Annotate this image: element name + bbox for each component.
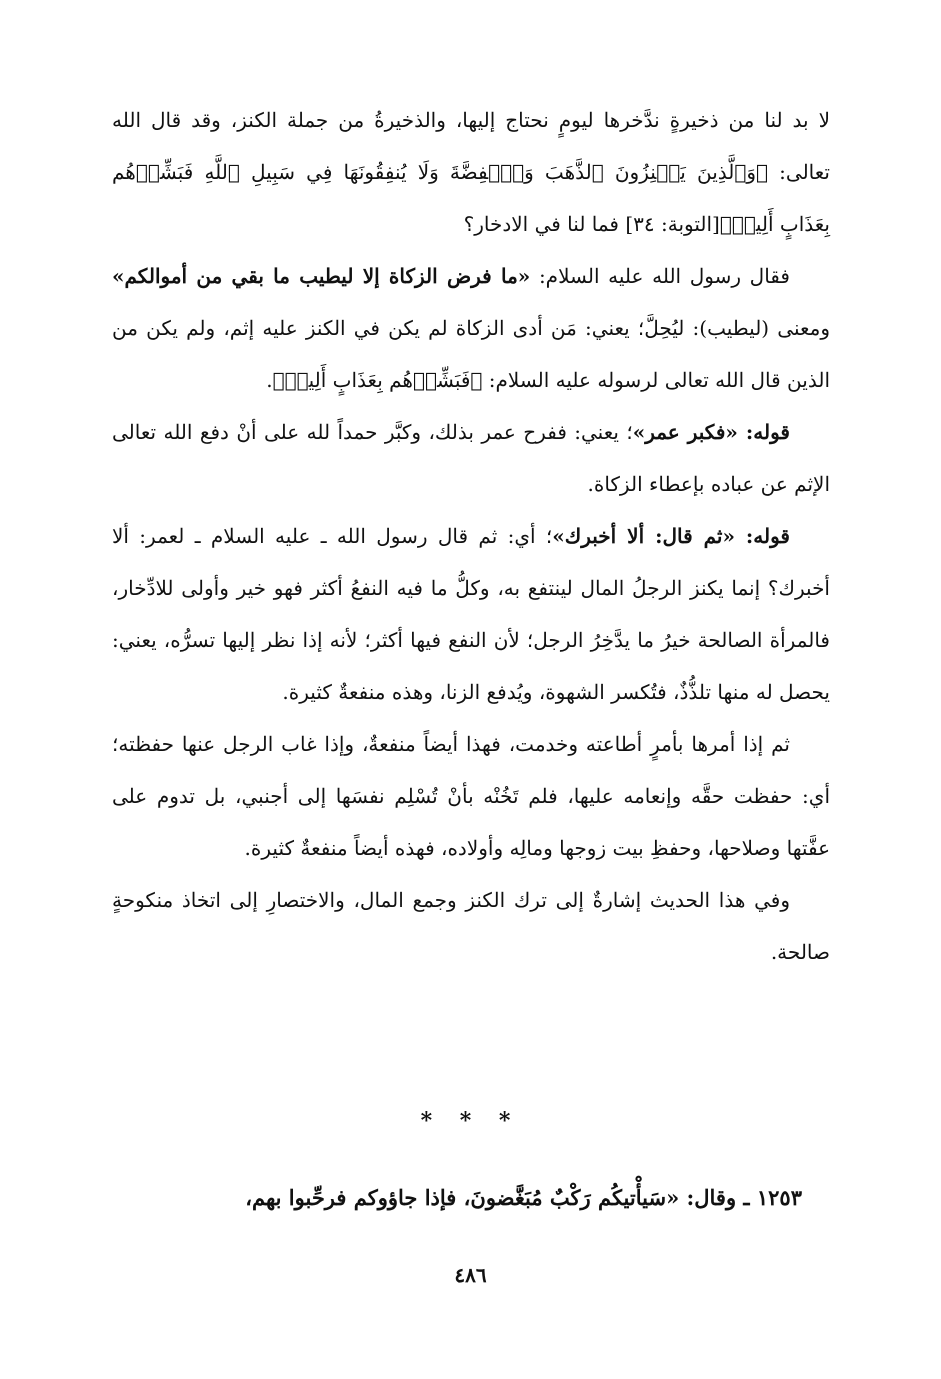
paragraph-3-rest: ؛ يعني: ففرح عمر بذلك، وكبَّر حمداً لله على أنْ دفع الله تعالى الإثم عن عباده بإعطاء الزكاة. bbox=[112, 420, 830, 496]
paragraph-2-intro: فقال رسول الله عليه السلام: bbox=[530, 264, 790, 288]
paragraph-6: وفي هذا الحديث إشارةٌ إلى ترك الكنز وجمع المال، والاختصارِ إلى اتخاذ منكوحةٍ صالحة. bbox=[112, 888, 830, 964]
body-text bbox=[112, 94, 830, 978]
paragraph-4-rest: ؛ أي: ثم قال رسول الله ـ عليه السلام ـ لعمر: ألا أخبرك؟ إنما يكنز الرجلُ المال لينتفع به، وكلُّ ما فيه النفعُ أكثر فهو خير وأولى للادِّخار، فالمرأة الصالحة خيرُ ما يدَّخِرُ الرجل؛ لأن النفع فيها أكثر؛ لأنه إذا نظر إليها تسرُّه، يعني: يحصل له منها تلذُّذٌ، فتُكسر الشهوة، ويُدفع الزنا، وهذه منفعةٌ كثيرة. bbox=[112, 524, 830, 704]
hadith-quote-zakat: «ما فرض الزكاة إلا ليطيب ما بقي من أموالكم» bbox=[112, 264, 531, 288]
paragraph-3 bbox=[112, 406, 830, 510]
paragraph-1: لا بد لنا من ذخيرةٍ ندَّخرها ليومٍ نحتاج إليها، والذخيرةُ من جملة الكنز، وقد قال الله تعالى: ﴿وَٱلَّذِينَ يَكۡنِزُونَ ٱلذَّهَبَ وَٱلۡفِضَّةَ وَلَا يُنفِقُونَهَا فِي سَبِيلِ ٱللَّهِ فَبَشِّرۡهُم بِعَذَابٍ أَلِيمٖ﴾[التوبة: ٣٤] فما لنا في الادخار؟ bbox=[112, 108, 830, 236]
page-number: ٤٨٦ bbox=[454, 1263, 487, 1287]
commentary-label-akhbiruk: قوله: «ثم قال: ألا أخبرك» bbox=[552, 524, 790, 548]
paragraph-2 bbox=[112, 250, 830, 406]
hadith-1253-heading: ١٢٥٣ ـ وقال: «سَيأْتيكُم رَكْبٌ مُبَغَّضونَ، فإذا جاؤوكم فرحِّبوا بهم، bbox=[245, 1185, 802, 1210]
paragraph-4 bbox=[112, 510, 830, 718]
commentary-label-umar: قوله: «فكبر عمر» bbox=[632, 420, 790, 444]
section-separator: * * * bbox=[420, 1108, 521, 1134]
paragraph-2-rest: ومعنى (ليطيب): ليُحِلَّ؛ يعني: مَن أدى الزكاة لم يكن في الكنز عليه إثم، ولم يكن من الذين قال الله تعالى لرسوله عليه السلام: ﴿فَبَشِّرۡهُم بِعَذَابٍ أَلِيمٖ﴾. bbox=[112, 316, 830, 392]
paragraph-5: ثم إذا أمرها بأمرٍ أطاعته وخدمت، فهذا أيضاً منفعةٌ، وإذا غاب الرجل عنها حفظته؛ أي: حفظت حقَّه وإنعامه عليها، فلم تَخُنْه بأنْ تُسْلِم نفسَها إلى أجنبي، بل تدوم على عفَّتها وصلاحها، وحفظِ بيت زوجها ومالِه وأولاده، فهذه أيضاً منفعةٌ كثيرة. bbox=[112, 732, 830, 860]
